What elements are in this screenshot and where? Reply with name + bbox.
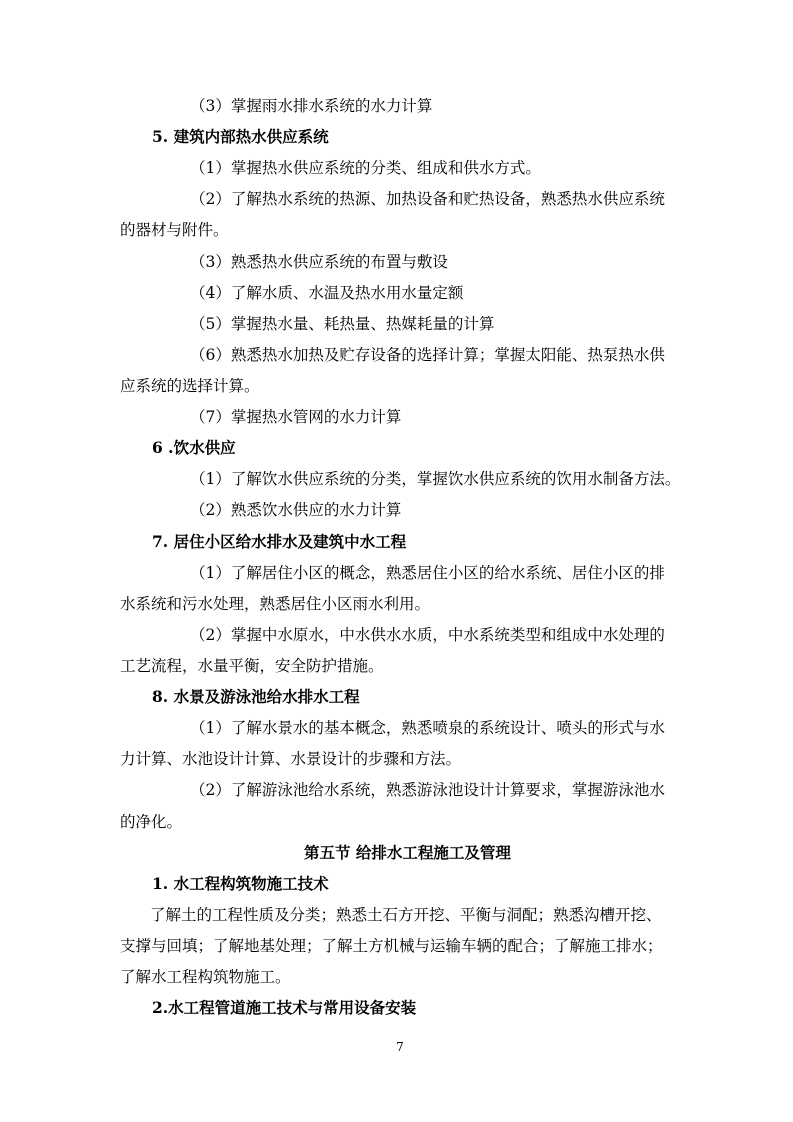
section-heading: 2.水工程管道施工技术与常用设备安装 <box>152 998 417 1017</box>
page-number: 7 <box>396 1040 404 1054</box>
list-item-continuation: 水系统和污水处理，熟悉居住小区雨水利用。 <box>120 595 431 613</box>
list-item: （4）了解水质、水温及热水用水量定额 <box>190 284 464 302</box>
section-heading: 6 .饮水供应 <box>152 438 236 457</box>
list-item: （2）了解热水系统的热源、加热设备和贮热设备，熟悉热水供应系统 <box>190 190 665 208</box>
list-item-continuation: 的净化。 <box>120 813 183 831</box>
paragraph-continuation: 支撑与回填；了解地基处理；了解土方机械与运输车辆的配合；了解施工排水； <box>120 937 663 955</box>
list-item: （3）熟悉热水供应系统的布置与敷设 <box>190 253 448 271</box>
list-item: （6）熟悉热水加热及贮存设备的选择计算；掌握太阳能、热泵热水供 <box>190 346 665 364</box>
section-heading: 5. 建筑内部热水供应系统 <box>152 127 329 146</box>
list-item: （2）了解游泳池给水系统，熟悉游泳池设计计算要求，掌握游泳池水 <box>190 781 665 799</box>
section-heading: 7. 居住小区给水排水及建筑中水工程 <box>152 532 407 551</box>
list-item-continuation: 力计算、水池设计计算、水景设计的步骤和方法。 <box>120 750 462 768</box>
list-item: （2）熟悉饮水供应的水力计算 <box>190 501 402 519</box>
section-heading: 8. 水景及游泳池给水排水工程 <box>152 687 360 706</box>
list-item: （3）掌握雨水排水系统的水力计算 <box>190 97 433 115</box>
list-item: （2）掌握中水原水，中水供水水质，中水系统类型和组成中水处理的 <box>190 626 665 644</box>
list-item: （1）了解饮水供应系统的分类，掌握饮水供应系统的饮用水制备方法。 <box>190 470 681 488</box>
chapter-section-title: 第五节 给排水工程施工及管理 <box>304 843 511 862</box>
section-heading: 1. 水工程构筑物施工技术 <box>152 874 329 893</box>
paragraph-continuation: 了解水工程构筑物施工。 <box>120 968 291 986</box>
list-item-continuation: 的器材与附件。 <box>120 221 229 239</box>
list-item: （1）掌握热水供应系统的分类、组成和供水方式。 <box>190 159 541 177</box>
list-item-continuation: 应系统的选择计算。 <box>120 377 260 395</box>
list-item: （1）了解水景水的基本概念，熟悉喷泉的系统设计、喷头的形式与水 <box>190 719 665 737</box>
paragraph: 了解土的工程性质及分类；熟悉土石方开挖、平衡与洞配；熟悉沟槽开挖、 <box>150 906 662 924</box>
list-item: （1）了解居住小区的概念，熟悉居住小区的给水系统、居住小区的排 <box>190 564 665 582</box>
list-item: （7）掌握热水管网的水力计算 <box>190 408 402 426</box>
list-item: （5）掌握热水量、耗热量、热媒耗量的计算 <box>190 315 495 333</box>
list-item-continuation: 工艺流程，水量平衡，安全防护措施。 <box>120 657 384 675</box>
